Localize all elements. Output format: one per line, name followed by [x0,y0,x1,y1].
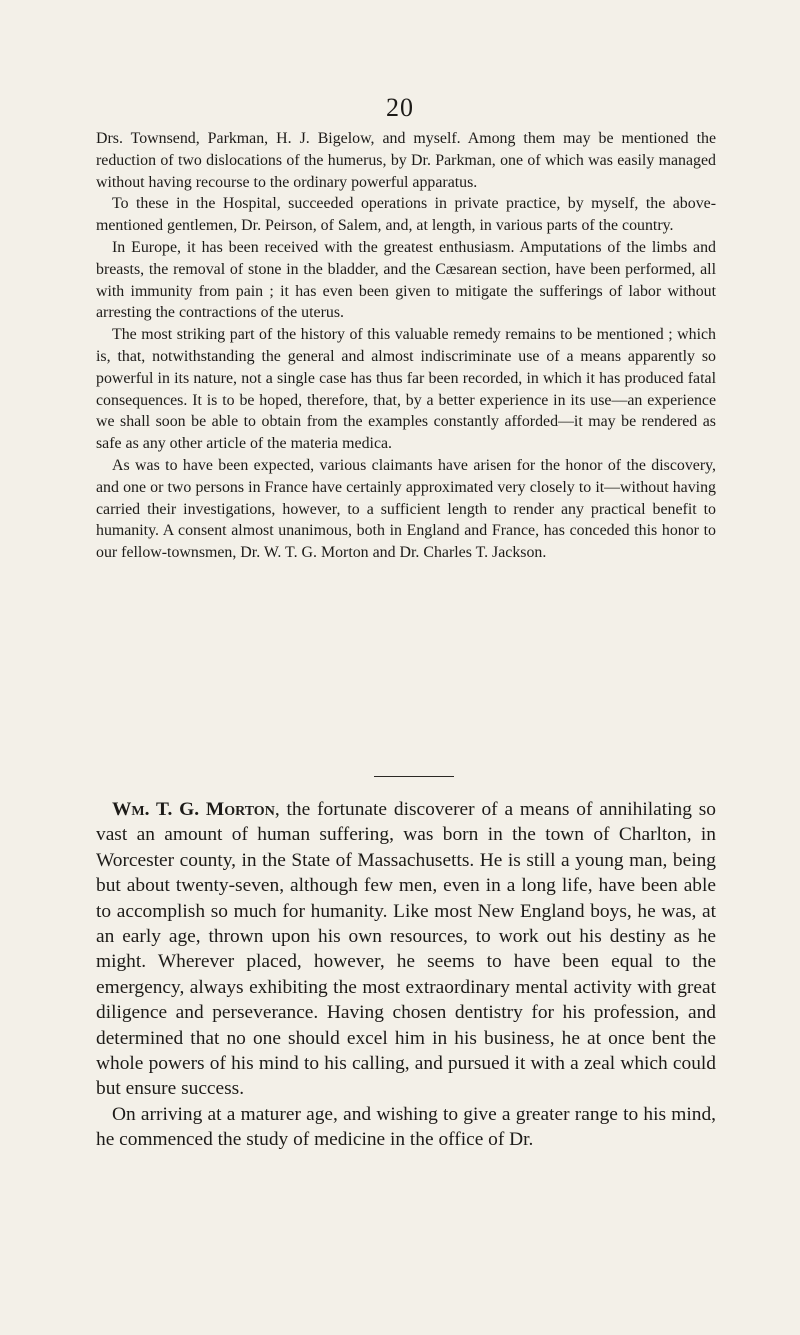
intro-paragraph-2: To these in the Hospital, succeeded operations in private practice, by myself, the above-mentioned gentlemen, Dr. Peirson, of Salem, and, at length, in various parts of the country. [96,195,716,235]
intro-text-block [96,128,716,564]
biography-lead-name: Wm. T. G. Morton [112,799,275,820]
biography-text-block [96,797,716,1153]
intro-paragraph-5: As was to have been expected, various claimants have arisen for the honor of the discovery, and one or two persons in France have certainly approximated very closely to it—without having carried their investigations, however, to a sufficient length to render any practical benefit to humanity. A consent almost unanimous, both in England and France, has conceded this honor to our fellow-townsmen, Dr. W. T. G. Morton and Dr. Charles T. Jackson. [96,456,716,562]
biography-paragraph-2: On arriving at a maturer age, and wishing to give a greater range to his mind, he commenced the study of medicine in the office of Dr. [96,1103,716,1151]
intro-paragraph-3: In Europe, it has been received with the greatest enthusiasm. Amputations of the limbs and breasts, the removal of stone in the bladder, and the Cæsarean section, have been performed, all with immunity from pain ; it has even been given to mitigate the sufferings of labor without arresting the contractions of the uterus. [96,238,716,322]
biography-paragraph-1 [96,797,716,1102]
biography-paragraph-1-text: , the fortunate discoverer of a means of annihilating so vast an amount of human suffering, was born in the town of Charlton, in Worcester county, in the State of Massachusetts. He is still a young man, being but about twenty-seven, although few men, even in a long life, have been able to accomplish so much for humanity. Like most New England boys, he was, at an early age, thrown upon his own resources, to work out his destiny as he might. Wherever placed, however, he seems to have been equal to the emergency, always exhibiting the most extraordinary mental activity with great diligence and perseverance. Having chosen dentistry for his profession, and determined that no one should excel him in his business, he at once bent the whole powers of his mind to his calling, and pursued it with a zeal which could but ensure success. [96,799,717,1100]
intro-paragraph-1: Drs. Townsend, Parkman, H. J. Bigelow, and myself. Among them may be mentioned the reduction of two dislocations of the humerus, by Dr. Parkman, one of which was easily managed without having recourse to the ordinary powerful apparatus. [96,130,716,191]
page-number: 20 [386,93,414,122]
section-divider [374,776,454,777]
intro-paragraph-4: The most striking part of the history of this valuable remedy remains to be mentioned ; which is, that, notwithstanding the general and almost indiscriminate use of a means apparently so powerful in its nature, not a single case has thus far been recorded, in which it has produced fatal consequences. It is to be hoped, therefore, that, by a better experience in its use—an experience we shall soon be able to obtain from the examples constantly afforded—it may be rendered as safe as any other article of the materia medica. [96,326,716,453]
